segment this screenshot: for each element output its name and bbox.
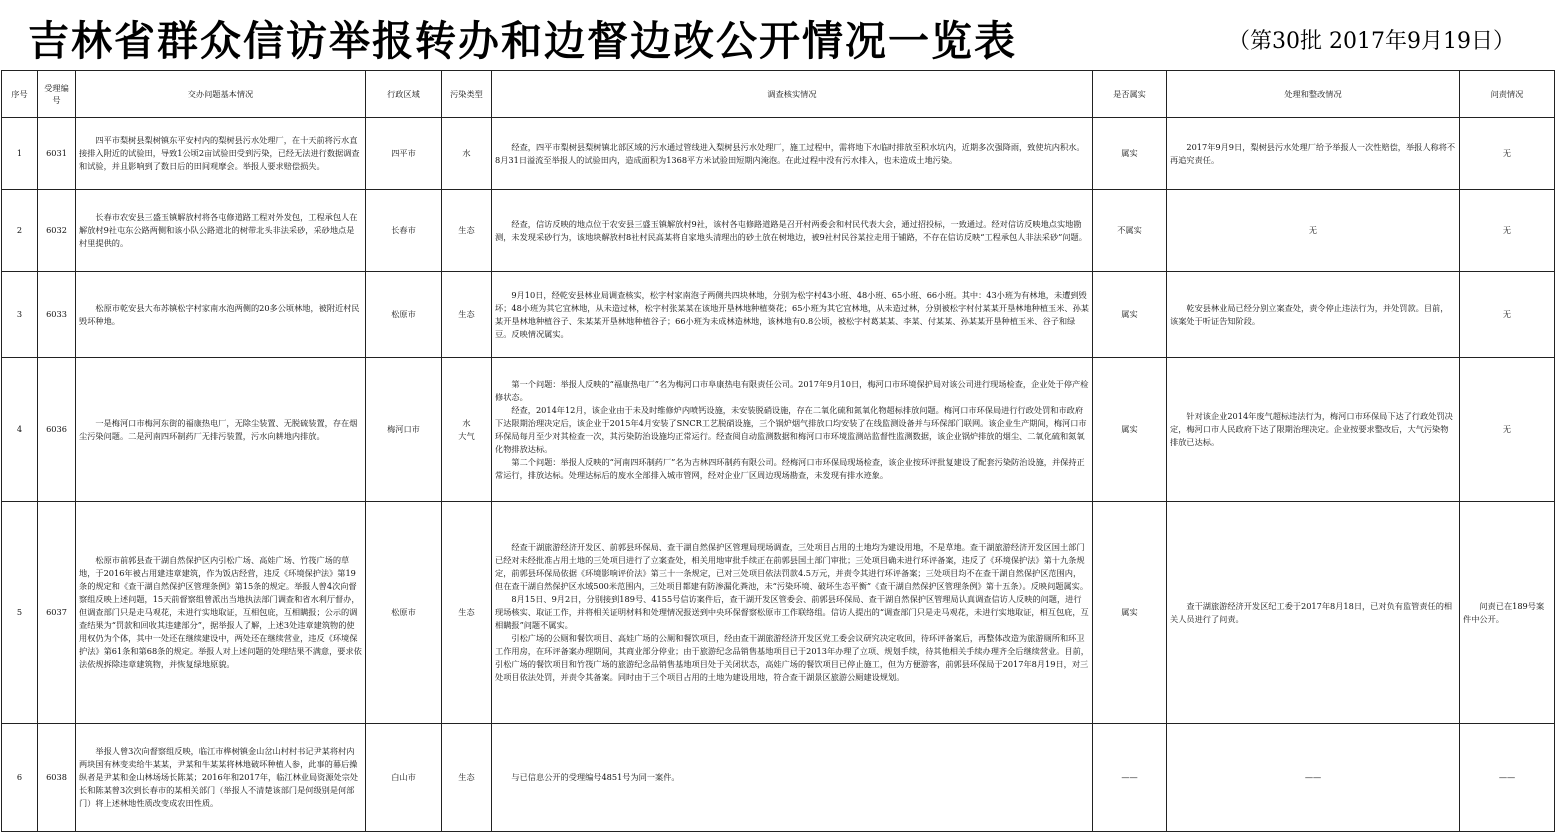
cell-region: 梅河口市 [366, 358, 442, 502]
cell-pollution-type: 生态 [442, 502, 492, 724]
report-table [1, 70, 1555, 832]
cell-problem: 一是梅河口市梅河东街的福康热电厂，无除尘装置、无脱硫装置，存在烟尘污染问题。二是河南四环制药厂无排污装置，污水向耕地内排放。 [76, 358, 366, 502]
pollution-type-line: 大气 [458, 430, 475, 441]
cell-handling: 乾安县林业局已经分别立案查处，责令停止违法行为，并处罚款。目前，该案处于听证告知阶段。 [1167, 272, 1460, 358]
cell-id: 6038 [38, 724, 76, 832]
header-problem: 交办问题基本情况 [76, 71, 366, 118]
cell-region: 四平市 [366, 118, 442, 190]
cell-handling: 针对该企业2014年废气超标违法行为，梅河口市环保局下达了行政处罚决定，梅河口市人民政府下达了限期治理决定。企业按要求整改后，大气污染物排放已达标。 [1167, 358, 1460, 502]
cell-verified: 不属实 [1093, 190, 1167, 272]
cell-seq: 2 [2, 190, 38, 272]
cell-handling: —— [1167, 724, 1460, 832]
cell-seq: 3 [2, 272, 38, 358]
investigation-paragraph: 经查干湖旅游经济开发区、前郭县环保局、查干湖自然保护区管理局现场调查，三处项目占用的土地均为建设用地，不是草地。查干湖旅游经济开发区国土部门已经对未经批准占用土地的三处项目进行了立案查处，相关用地审批手续正在前郭县国土部门审批；三处项目确未进行环评备案，违反了《环境保护法》第十九条规定，前郭县环保局依据《环境影响评价法》第三十一条规定，已对三处项目依法罚款4.5万元，并责令其进行环评备案；三处项目均不在查干湖自然保护区范围内，但在查干湖自然保护区水域500米范围内，三处项目都建有防渗漏化粪池，未“污染环境、破坏生态平衡”《查干湖自然保护区管理条例》第十五条）。反映问题属实。 [495, 542, 1089, 591]
header-pollution-type: 污染类型 [442, 71, 492, 118]
investigation-paragraph: 第二个问题：举报人反映的“河南四环制药厂”名为吉林四环制药有限公司。经梅河口市环保局现场检查，该企业按环评批复建设了配套污染防治设施，并保持正常运行，排放达标。处理达标后的废水全部排入城市管网，经对企业厂区周边现场勘查，未发现有排水迹象。 [495, 456, 1085, 480]
title-area [0, 0, 1556, 70]
batch-date-subtitle: （第30批 2017年9月19日） [1228, 29, 1515, 54]
cell-problem: 举报人曾3次向督察组反映，临江市桦树镇金山岔山村村书记尹某将村内两块国有林变卖给牛某某，尹某和牛某某将林地破坏种植人参，此事的幕后操纵者是尹某和金山林场场长陈某；2016年和2017年，临江林业局资源处宗处长和陈某曾3次到长春市的某相关部门（举报人不清楚该部门是何级别是何部门）将上述林地性质改变成农田性质。 [76, 724, 366, 832]
cell-investigation [492, 358, 1093, 502]
cell-pollution-type [442, 358, 492, 502]
page-title: 吉林省群众信访举报转办和边督边改公开情况一览表 [28, 17, 1017, 65]
cell-accountability: 无 [1460, 272, 1555, 358]
header-verified: 是否属实 [1093, 71, 1167, 118]
cell-region: 松原市 [366, 502, 442, 724]
cell-handling: 无 [1167, 190, 1460, 272]
investigation-paragraph: 8月15日、9月2日，分别接到189号、4155号信访案件后，查干湖开发区管委会、前郭县环保局、查干湖自然保护区管理局认真调查信访人反映的问题，进行现场核实、取证工作，并将相关证明材料和处理情况报送到中央环保督察松原市工作联络组。信访人提出的“调查部门只是走马观花，未进行实地取证，相互包庇，互相瞒报”问题不属实。 [495, 594, 1089, 630]
cell-handling: 2017年9月9日，梨树县污水处理厂给予举报人一次性赔偿，举报人称将不再追究责任。 [1167, 118, 1460, 190]
investigation-paragraph: 第一个问题：举报人反映的“福康热电厂”名为梅河口市阜康热电有限责任公司。2017年9月10日，梅河口市环境保护局对该公司进行现场检查，企业处于停产检修状态。 [495, 378, 1089, 402]
table-row [2, 502, 1555, 724]
cell-investigation: 与已信息公开的受理编号4851号为同一案件。 [492, 724, 1093, 832]
cell-seq: 4 [2, 358, 38, 502]
cell-id: 6031 [38, 118, 76, 190]
cell-investigation: 经查，四平市梨树县梨树镇北部区域的污水通过管线进入梨树县污水处理厂，施工过程中，需将地下水临时排放至积水坑内，近期多次强降雨，致使坑内积水。8月31日溢流至举报人的试验田内，造成面积为1368平方米试验田短期内淹泡。在此过程中没有污水排入，也未造成土地污染。 [492, 118, 1093, 190]
header-accountability: 问责情况 [1460, 71, 1555, 118]
cell-accountability: 问责已在189号案件中公开。 [1460, 502, 1555, 724]
cell-region: 松原市 [366, 272, 442, 358]
cell-problem: 长春市农安县三盛玉镇解放村将各屯修道路工程对外发包，工程承包人在解放村9社屯东公路两侧和该小队公路道北的树带北头非法采砂，采砂地点是村里提供的。 [76, 190, 366, 272]
investigation-paragraph: 引松广场的公厕和餐饮项目、高娃广场的公厕和餐饮项目，经由查干湖旅游经济开发区党工委会议研究决定收回，待环评备案后，再整体改造为旅游厕所和环卫工作用房，在环评备案办理期间，其商业部分停业；由于旅游纪念品销售基地项目已于2013年办理了立项、规划手续，待其他相关手续办理齐全后继续营业。目前，引松广场的餐饮项目和竹筏广场的旅游纪念品销售基地项目处于关闭状态，高娃广场的餐饮项目已停止施工，但为方便游客，前郭县环保局于2017年8月19日，对三处项目依法处罚，并责令其备案。同时由于三个项目占用的土地为建设用地，符合查干湖景区旅游公厕建设规划。 [495, 633, 1089, 682]
header-id: 受理编号 [38, 71, 76, 118]
investigation-paragraph: 经查，2014年12月，该企业由于未及时维修炉内喷钙设施，未安装脱硝设施，存在二氧化硫和氮氧化物超标排放问题。梅河口市环保局进行行政处罚和市政府下达限期治理决定后，该企业于2015年4月安装了SNCR工艺脱硝设施，三个锅炉烟气排放口均安装了在线监测设备并与环保部门联网。该企业生产期间，梅河口市环保局每月至少对其检查一次，其污染防治设施均正常运行。经查阅自动监测数据和梅河口市环境监测站监督性监测数据，该企业锅炉排放的烟尘、二氧化硫和氮氧化物排放达标。 [495, 404, 1087, 454]
table-row [2, 118, 1555, 190]
cell-id: 6037 [38, 502, 76, 724]
cell-pollution-type: 生态 [442, 724, 492, 832]
cell-accountability: 无 [1460, 118, 1555, 190]
table-row [2, 358, 1555, 502]
cell-accountability: —— [1460, 724, 1555, 832]
cell-verified: 属实 [1093, 272, 1167, 358]
cell-accountability: 无 [1460, 190, 1555, 272]
cell-pollution-type: 生态 [442, 190, 492, 272]
cell-verified: —— [1093, 724, 1167, 832]
cell-verified: 属实 [1093, 358, 1167, 502]
table-row [2, 724, 1555, 832]
pollution-type-line: 水 [462, 417, 471, 428]
cell-verified: 属实 [1093, 502, 1167, 724]
cell-verified: 属实 [1093, 118, 1167, 190]
table-row [2, 190, 1555, 272]
header-region: 行政区域 [366, 71, 442, 118]
cell-seq: 6 [2, 724, 38, 832]
table-header-row [2, 71, 1555, 118]
table-row [2, 272, 1555, 358]
cell-problem: 松原市乾安县大布苏镇松字村家南水泡两侧的20多公顷林地，被附近村民毁坏种地。 [76, 272, 366, 358]
cell-problem: 四平市梨树县梨树镇东平安村内的梨树县污水处理厂，在十天前将污水直接排入附近的试验田，导致1公顷2亩试验田受到污染，已经无法进行数据调查和试验，并且影响到了数日后的田间观摩会。举报人要求赔偿损失。 [76, 118, 366, 190]
header-investigation: 调查核实情况 [492, 71, 1093, 118]
cell-pollution-type: 水 [442, 118, 492, 190]
cell-seq: 1 [2, 118, 38, 190]
cell-id: 6036 [38, 358, 76, 502]
cell-accountability: 无 [1460, 358, 1555, 502]
cell-id: 6032 [38, 190, 76, 272]
cell-problem: 松原市前郭县查干湖自然保护区内引松广场、高娃广场、竹筏广场的草地，于2016年被占用建违章建筑，作为饭店经营，违反《环境保护法》第19条的规定和《查干湖自然保护区管理条例》第15条的规定。举报人曾4次向督察组反映上述问题，15天前督察组曾派出当地执法部门调查和省水利厅督办，但调查部门只是走马观花，未进行实地取证，互相包庇，互相瞒报；公示的调查结果为“罚款和回收其违建部分”，据举报人了解，上述3处违章建筑物的使用权仍为个体，其中一处还在继续建设中，两处还在继续营业，违反《环境保护法》第61条和第68条的规定。举报人对上述问题的处理结果不满意，要求依法依规拆除违章建筑物，并恢复绿地原貌。 [76, 502, 366, 724]
cell-pollution-type: 生态 [442, 272, 492, 358]
cell-handling: 查干湖旅游经济开发区纪工委于2017年8月18日，已对负有监管责任的相关人员进行了问责。 [1167, 502, 1460, 724]
cell-region: 长春市 [366, 190, 442, 272]
header-seq: 序号 [2, 71, 38, 118]
cell-region: 白山市 [366, 724, 442, 832]
cell-investigation [492, 502, 1093, 724]
cell-investigation: 经查，信访反映的地点位于农安县三盛玉镇解放村9社，该村各屯修路道路是召开村两委会和村民代表大会，通过招投标，一致通过。经对信访反映地点实地勘测，未发现采砂行为，该地块解放村8社村民高某将自家地头清理出的砂土放在树地边，被9社村民谷某拉走用于铺路，不存在信访反映“工程承包人非法采砂”问题。 [492, 190, 1093, 272]
cell-investigation: 9月10日，经乾安县林业局调查核实，松字村家南泡子两侧共四块林地，分别为松字村43小班、48小班、65小班、66小班。其中：43小班为有林地，未遭到毁坏；48小班为其它宜林地，从未造过林，松字村张某某在该地开垦林地种植葵花；65小班为其它宜林地，从未造过林，分别被松字村付某某开垦林地种植玉米、孙某某开垦林地种植谷子、朱某某开垦林地种植谷子；66小班为未成林造林地，该林地有0.8公顷，被松字村葛某某、李某、付某某、孙某某开垦种植玉米、谷子和绿豆。反映情况属实。 [492, 272, 1093, 358]
header-handling: 处理和整改情况 [1167, 71, 1460, 118]
cell-seq: 5 [2, 502, 38, 724]
cell-id: 6033 [38, 272, 76, 358]
